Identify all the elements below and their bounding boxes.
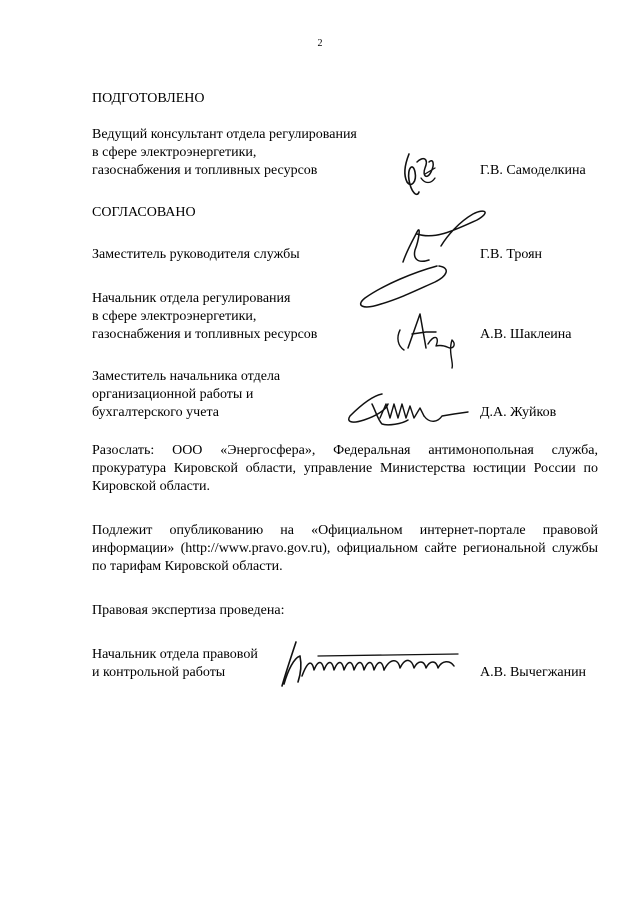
signature-samodelkina [395, 148, 445, 200]
signer-2-name: А.В. Шаклеина [480, 327, 572, 342]
position-line: газоснабжения и топливных ресурсов [92, 163, 318, 178]
position-line: Ведущий консультант отдела регулирования [92, 127, 357, 142]
position-line: Начальник отдела правовой [92, 647, 258, 662]
position-line: Заместитель начальника отдела [92, 369, 281, 384]
agreed-heading: СОГЛАСОВАНО [92, 205, 196, 220]
legal-review-name: А.В. Вычегжанин [480, 665, 587, 680]
signer-1-name: Г.В. Троян [480, 247, 543, 262]
position-line: в сфере электроэнергетики, [92, 145, 257, 160]
position-line: Заместитель руководителя службы [92, 247, 300, 262]
signature-shakleina [392, 308, 462, 370]
position-line: газоснабжения и топливных ресурсов [92, 327, 318, 342]
signer-3-name: Д.А. Жуйков [480, 405, 557, 420]
position-line: в сфере электроэнергетики, [92, 309, 257, 324]
distribution-paragraph: Разослать: ООО «Энергосфера», Федеральная антимонопольная служба, прокуратура Кировской области, управление Министерства юстиции России по Кировской области. [92, 443, 598, 494]
page-number: 2 [317, 38, 323, 49]
position-line: организационной работы и [92, 387, 254, 402]
prepared-name: Г.В. Самоделкина [480, 163, 586, 178]
position-line: и контрольной работы [92, 665, 226, 680]
signature-zhuykov [342, 388, 472, 438]
position-line: бухгалтерского учета [92, 405, 219, 420]
prepared-heading: ПОДГОТОВЛЕНО [92, 91, 205, 106]
signer-2-position [92, 290, 392, 344]
signature-vychegzhanin [278, 634, 466, 692]
publication-paragraph: Подлежит опубликованию на «Официальном интернет-портале правовой информации» (http://www.pravo.gov.ru), официальном сайте региональной службы по тарифам Кировской области. [92, 523, 598, 574]
legal-review-statement: Правовая экспертиза проведена: [92, 603, 285, 618]
prepared-position [92, 126, 392, 180]
position-line: Начальник отдела регулирования [92, 291, 291, 306]
signer-1-position [92, 246, 392, 264]
